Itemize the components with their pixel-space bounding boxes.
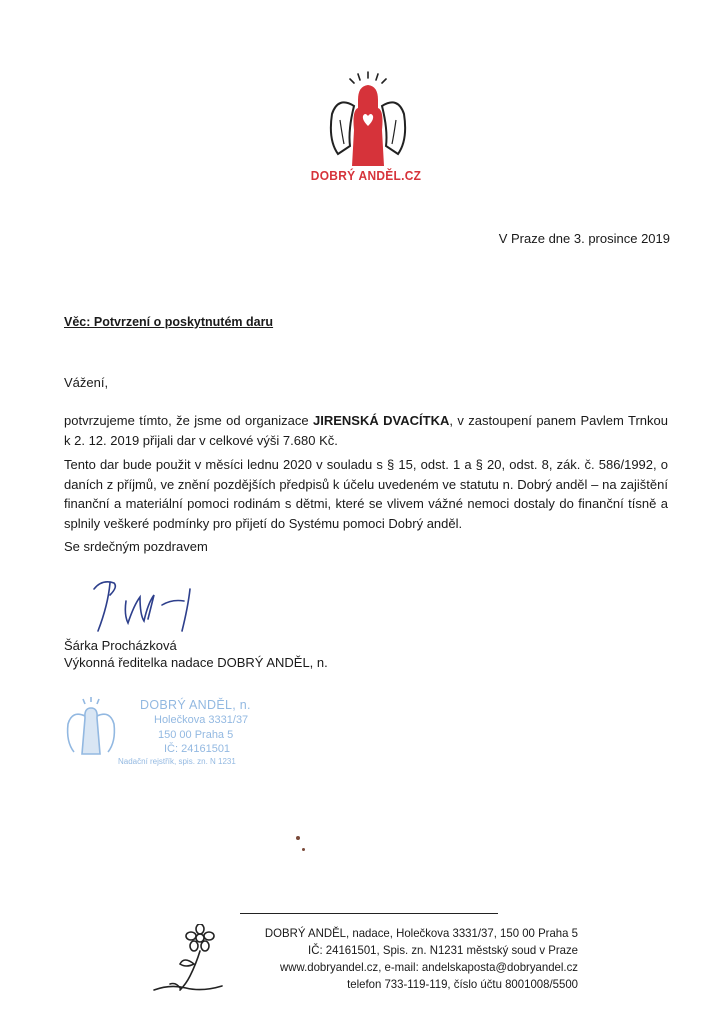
stamp-address: Holečkova 3331/37	[154, 714, 249, 726]
paragraph-usage: Tento dar bude použit v měsíci lednu 2020 v souladu s § 15, odst. 1 a § 20, odst. 8, zák. č. 586/1992, o daních z příjmů, ve znění pozdějších předpisů k účelu uvedeném ve statutu n. Dobrý anděl – na zajištění finanční a materiální pomoci rodinám s dětmi, které se vlivem vážné nemoci dostaly do finanční tísně a splnily veškeré podmínky pro přijetí do Systému pomoci Dobrý anděl.	[64, 457, 668, 531]
stamp-registry: Nadační rejstřík, spis. zn. N 1231	[118, 757, 236, 766]
stamp-name: DOBRÝ ANDĚL, n.	[140, 698, 251, 712]
stamp-angel-icon	[64, 694, 118, 764]
letter-date: V Praze dne 3. prosince 2019	[498, 231, 670, 246]
footer-phone-account: telefon 733-119-119, číslo účtu 8001008/5500	[347, 977, 578, 991]
paragraph-text: , v zastoupení panem Pavlem Trnkou k 2. 12. 2019 přijali dar v celkové výši 7.680 Kč.	[64, 413, 668, 448]
footer-divider	[240, 913, 498, 914]
letter-subject: Věc: Potvrzení o poskytnutém daru	[64, 315, 274, 329]
donor-organization: JIRENSKÁ DVACÍTKA	[313, 413, 450, 428]
stamp-city: 150 00 Praha 5	[158, 729, 234, 741]
organization-stamp	[62, 690, 282, 780]
footer-registration: IČ: 24161501, Spis. zn. N1231 městský soud v Praze	[308, 943, 578, 957]
stamp-ic: IČ: 24161501	[164, 743, 231, 755]
signer-title: Výkonná ředitelka nadace DOBRÝ ANDĚL, n.	[64, 655, 328, 670]
paragraph-donation	[64, 411, 668, 450]
flower-icon	[150, 924, 226, 996]
handwritten-signature	[88, 575, 228, 639]
footer-address: DOBRÝ ANDĚL, nadace, Holečkova 3331/37, 150 00 Praha 5	[264, 926, 578, 940]
paragraph-text: potvrzujeme tímto, že jsme od organizace	[64, 413, 314, 428]
logo-wordmark: DOBRÝ ANDĚL.CZ	[310, 168, 422, 183]
salutation: Vážení,	[64, 375, 109, 390]
ink-speck	[296, 836, 300, 840]
footer-web-email: www.dobryandel.cz, e-mail: andelskaposta@dobryandel.cz	[279, 960, 578, 974]
signer-name: Šárka Procházková	[64, 638, 177, 653]
footer-contact	[249, 925, 578, 993]
closing: Se srdečným pozdravem	[64, 539, 208, 554]
ink-speck	[302, 848, 305, 851]
